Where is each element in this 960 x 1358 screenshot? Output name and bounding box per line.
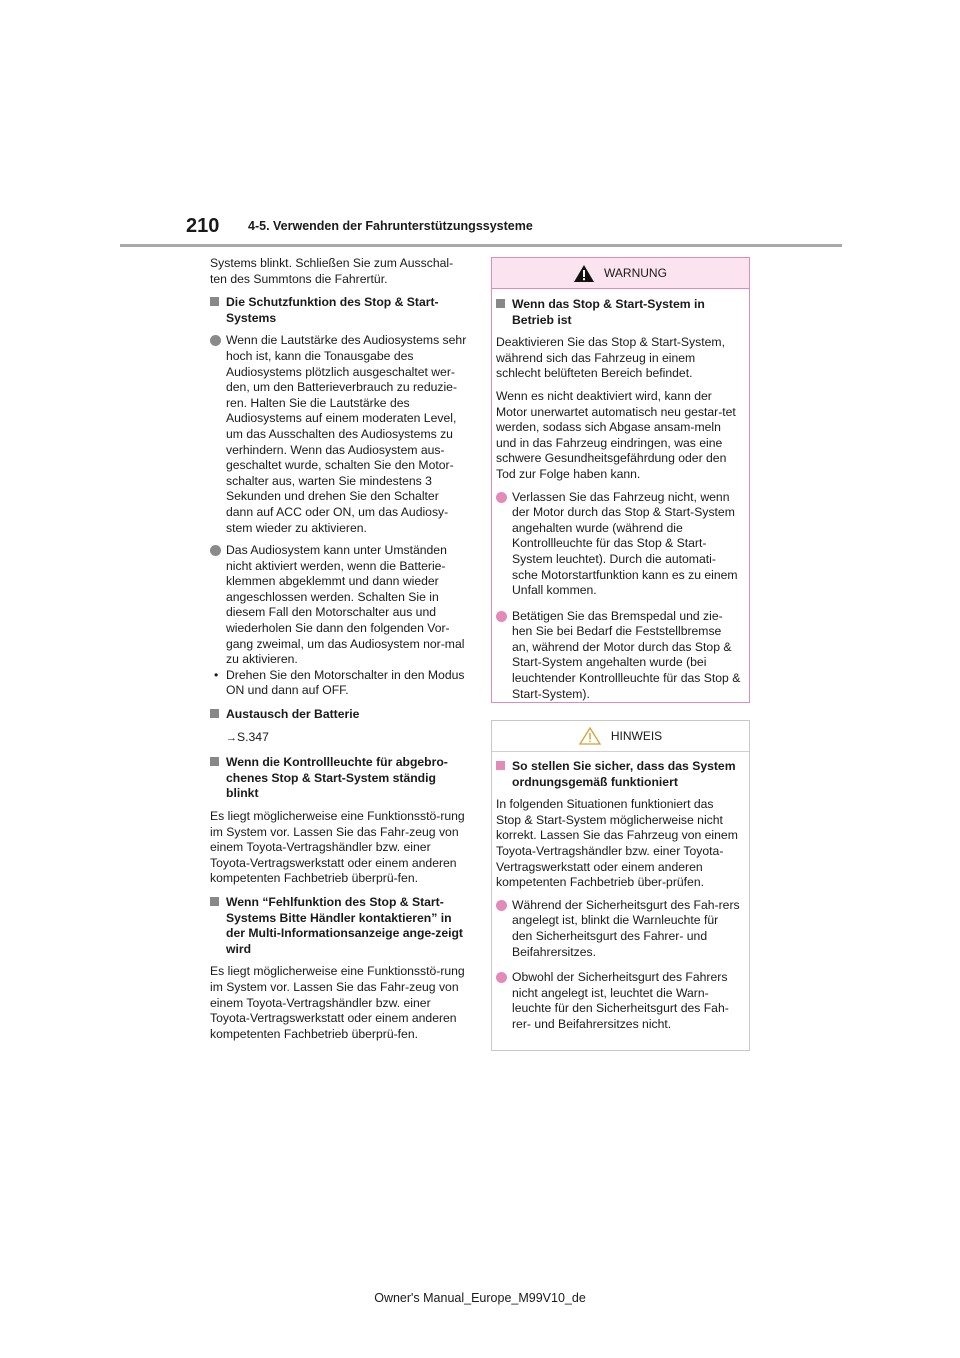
sub-list-item-text: Drehen Sie den Motorschalter in den Modus ON und dann auf OFF. <box>226 667 465 698</box>
warning-box <box>491 257 750 703</box>
square-bullet-icon <box>210 897 219 906</box>
list-item <box>496 490 741 599</box>
section-heading-text: Die Schutzfunktion des Stop & Start-Systems <box>226 295 439 325</box>
warning-paragraph: Deaktivieren Sie das Stop & Start-System, während sich das Fahrzeug in einem schlecht belüfteten Bereich befindet. <box>496 335 725 381</box>
circle-bullet-icon <box>496 972 507 983</box>
notice-header <box>492 721 749 752</box>
left-column <box>210 256 468 1050</box>
section-text: Es liegt möglicherweise eine Funktionsstö-rung im System vor. Lassen Sie das Fahr-zeug von einem Toyota-Vertragshändler bzw. einer Toyota-Vertragswerkstatt oder einem anderen kompetenten Fachbetrieb überprü-fen. <box>210 964 465 1041</box>
square-bullet-icon <box>210 297 219 306</box>
small-bullet-icon: • <box>214 667 219 682</box>
circle-bullet-icon <box>496 492 507 503</box>
section-heading-text: Austausch der Batterie <box>226 707 360 722</box>
warning-heading <box>496 297 741 328</box>
square-bullet-icon <box>210 709 219 718</box>
list-item <box>496 970 741 1032</box>
list-item-text: Während der Sicherheitsgurt des Fah-rers angelegt ist, blinkt die Warnleuchte für den Sicherheitsgurt des Fahrer- und Beifahrersitzes. <box>512 897 740 959</box>
square-bullet-icon <box>496 299 505 308</box>
header-divider <box>120 244 842 247</box>
list-item-text: Obwohl der Sicherheitsgurt des Fahrers nicht angelegt ist, leuchtet die Warn-leuchte für den Sicherheitsgurt des Fah-rer- und Beifahrersitzes nicht. <box>512 970 729 1031</box>
list-item <box>496 609 741 703</box>
section-heading-malfunction <box>210 895 468 957</box>
notice-title: HINWEIS <box>610 729 663 743</box>
list-item-text: Betätigen Sie das Bremspedal und zie-hen Sie bei Bedarf die Feststellbremse an, während der Motor durch das Stop & Start-System angehalten wurde (bei leuchtender Kontrollleuchte für das Stop & Start-System). <box>512 608 741 701</box>
notice-box <box>491 720 750 1051</box>
intro-text: Systems blinkt. Schließen Sie zum Ausschal-ten des Summtons die Fahrertür. <box>210 256 454 286</box>
warning-heading-text: Wenn das Stop & Start-System in Betrieb ist <box>512 297 705 327</box>
page-reference-text: S.347 <box>237 729 269 744</box>
notice-heading-text: So stellen Sie sicher, dass das System ordnungsgemäß funktioniert <box>512 759 736 789</box>
chapter-title: 4-5. Verwenden der Fahrunterstützungssysteme <box>248 219 533 233</box>
list-item <box>496 898 741 960</box>
square-bullet-icon <box>210 757 219 766</box>
page-reference-link[interactable] <box>210 730 468 747</box>
warning-paragraph: Wenn es nicht deaktiviert wird, kann der Motor unerwartet automatisch neu gestar-tet werden, sodass sich Abgase ansam-meln und in das Fahrzeug eindringen, was eine schwere Gesundheitsgefährdung oder den Tod zur Folge haben kann. <box>496 388 736 481</box>
list-item-text: Verlassen Sie das Fahrzeug nicht, wenn der Motor durch das Stop & Start-System angehalten wurde (während die Kontrollleuchte für das Stop & Start-System leuchtet). Durch die automati-sche Motorstartfunktion kann es zu einem Unfall kommen. <box>512 489 738 598</box>
caution-triangle-icon <box>579 727 601 745</box>
warning-header <box>492 258 749 289</box>
section-heading-text: Wenn “Fehlfunktion des Stop & Start-Systems Bitte Händler kontaktieren” in der Multi-Informationsanzeige ange-zeigt wird <box>226 894 463 956</box>
section-heading-battery <box>210 707 468 723</box>
list-item-text: Wenn die Lautstärke des Audiosystems sehr hoch ist, kann die Tonausgabe des Audiosystems plötzlich ausgeschaltet wer-den, um den Batterieverbrauch zu reduzie-ren. Halten Sie die Lautstärke des Audiosystems auf einem moderaten Level, um das Ausschalten des Audiosystems zu verhindern. Wenn das Audiosystem aus-geschaltet wurde, schalten Sie den Motor-schalter aus, warten Sie mindestens 3 Sekunden und drehen Sie den Schalter dann auf ACC oder ON, um das Audiosy-stem wieder zu aktivieren. <box>226 333 467 535</box>
circle-bullet-icon <box>210 335 221 346</box>
list-item <box>210 333 468 536</box>
warning-title: WARNUNG <box>604 266 667 280</box>
circle-bullet-icon <box>496 900 507 911</box>
section-heading-text: Wenn die Kontrollleuchte für abgebro-chenes Stop & Start-System ständig blinkt <box>226 755 448 801</box>
circle-bullet-icon <box>210 545 221 556</box>
list-item-text: Das Audiosystem kann unter Umständen nicht aktiviert werden, wenn die Batterie-klemmen abgeklemmt und dann wieder angeschlossen werden. Schalten Sie in diesem Fall den Motorschalter aus und wiederholen Sie dann den folgenden Vor-gang zweimal, um das Audiosystem nor-mal zu aktivieren. <box>226 543 465 667</box>
arrow-right-icon: → <box>226 731 237 744</box>
notice-paragraph: In folgenden Situationen funktioniert das Stop & Start-System möglicherweise nicht korrekt. Lassen Sie das Fahrzeug von einem Toyota-Vertragshändler bzw. einer Toyota-Vertragswerkstatt oder einem anderen kompetenten Fachbetrieb über-prüfen. <box>496 797 738 890</box>
warning-triangle-icon <box>574 265 594 282</box>
page-number: 210 <box>186 215 220 237</box>
circle-bullet-icon <box>496 611 507 622</box>
page-footer: Owner's Manual_Europe_M99V10_de <box>374 1291 586 1305</box>
notice-heading <box>496 759 741 790</box>
section-heading-protection <box>210 295 468 326</box>
square-bullet-icon <box>496 761 505 770</box>
section-text: Es liegt möglicherweise eine Funktionsstö-rung im System vor. Lassen Sie das Fahr-zeug von einem Toyota-Vertragshändler bzw. einer Toyota-Vertragswerkstatt oder einem anderen kompetenten Fachbetrieb überprü-fen. <box>210 809 465 886</box>
list-item <box>210 543 468 668</box>
section-heading-indicator <box>210 755 468 802</box>
sub-list-item <box>210 668 468 699</box>
